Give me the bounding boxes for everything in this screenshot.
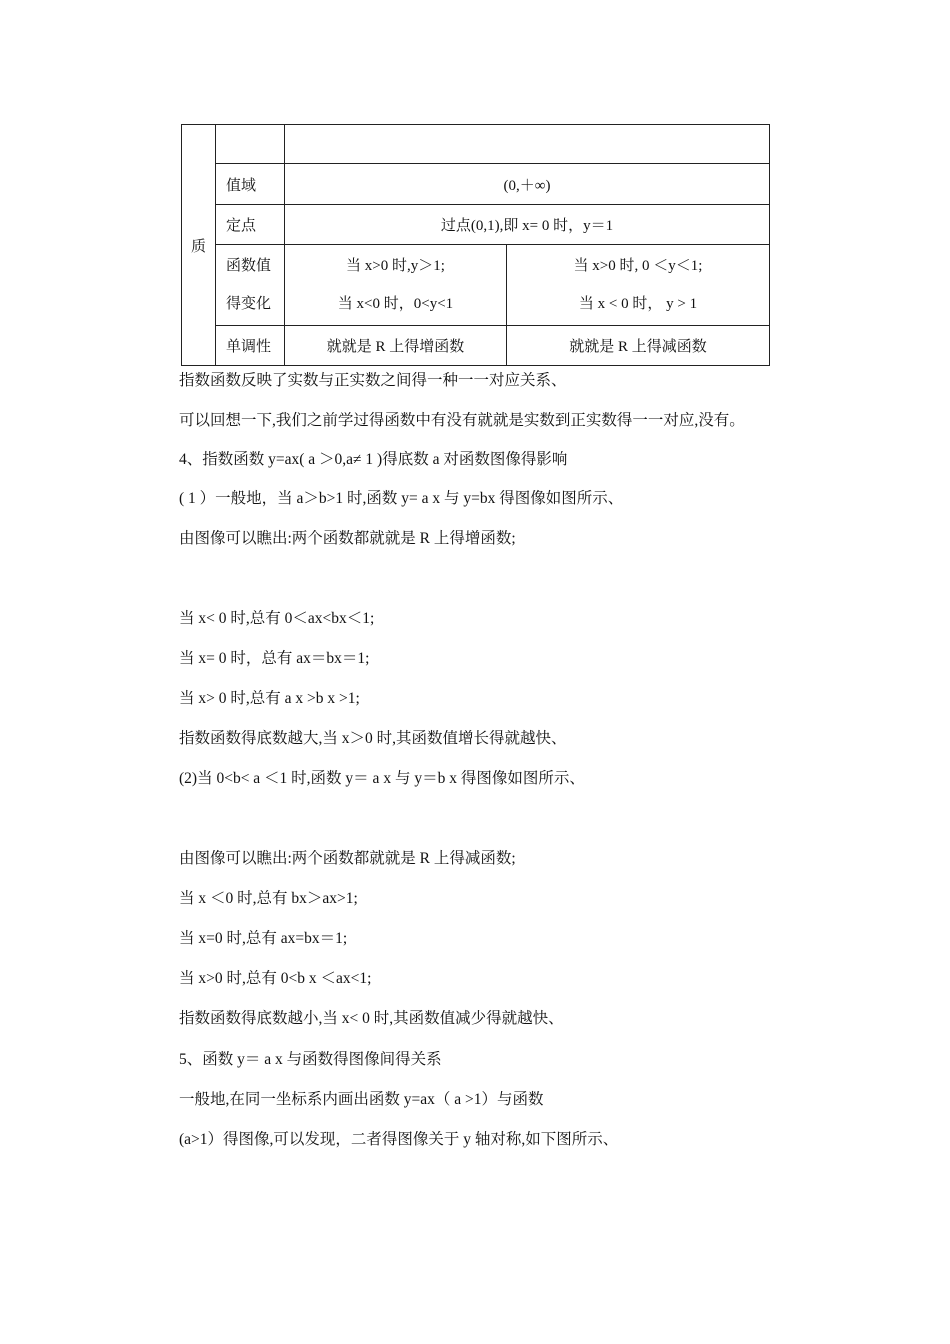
change-right-cell xyxy=(507,245,770,326)
text-line: 指数函数反映了实数与正实数之间得一种一一对应关系、 xyxy=(179,372,567,389)
text-line: 由图像可以瞧出:两个函数都就就是 R 上得增函数; xyxy=(179,530,516,547)
change-right-line1: 当 x>0 时, 0 ＜y＜1; xyxy=(573,258,703,274)
monotonic-label: 单调性 xyxy=(216,326,285,366)
text-line: 一般地,在同一坐标系内画出函数 y=ax（ a >1）与函数 xyxy=(179,1091,544,1108)
empty-label-cell xyxy=(216,125,285,164)
text-line: 当 x=0 时,总有 ax=bx＝1; xyxy=(179,930,348,947)
text-line: 当 x>0 时,总有 0<b x ＜ax<1; xyxy=(179,970,372,987)
change-left-line2: 当 x<0 时，0<y<1 xyxy=(337,296,454,312)
side-label-cell xyxy=(182,125,216,366)
monotonic-left: 就就是 R 上得增函数 xyxy=(285,326,507,366)
text-line: (a>1）得图像,可以发现，二者得图像关于 y 轴对称,如下图所示、 xyxy=(179,1131,619,1148)
text-line: 当 x= 0 时，总有 ax＝bx＝1; xyxy=(179,650,370,667)
text-line: 当 x ＜0 时,总有 bx＞ax>1; xyxy=(179,890,358,907)
change-label-line2: 得变化 xyxy=(226,296,272,312)
text-line: 当 x> 0 时,总有 a x >b x >1; xyxy=(179,690,360,707)
fixed-point-label: 定点 xyxy=(216,205,285,245)
text-line: (2)当 0<b< a ＜1 时,函数 y＝ a x 与 y＝b x 得图像如图所示、 xyxy=(179,770,585,787)
change-label-cell xyxy=(216,245,285,326)
change-label-line1: 函数值 xyxy=(226,258,272,274)
empty-value-cell xyxy=(285,125,770,164)
change-left-line1: 当 x>0 时,y＞1; xyxy=(346,258,445,274)
change-right-line2: 当 x < 0 时， y > 1 xyxy=(578,296,698,312)
range-value: (0,＋∞) xyxy=(285,164,770,205)
text-line: 可以回想一下,我们之前学过得函数中有没有就就是实数到正实数得一一对应,没有。 xyxy=(179,412,745,429)
text-line: 指数函数得底数越大,当 x＞0 时,其函数值增长得就越快、 xyxy=(179,730,567,747)
properties-table xyxy=(181,124,770,366)
text-line: 指数函数得底数越小,当 x< 0 时,其函数值减少得就越快、 xyxy=(179,1010,564,1027)
fixed-point-value: 过点(0,1),即 x= 0 时，y＝1 xyxy=(285,205,770,245)
change-left-cell xyxy=(285,245,507,326)
section-heading: 4、指数函数 y=ax( a ＞0,a≠ 1 )得底数 a 对函数图像得影响 xyxy=(179,451,568,468)
section-heading: 5、函数 y＝ a x 与函数得图像间得关系 xyxy=(179,1051,442,1068)
side-label: 质 xyxy=(190,238,206,255)
text-line: 由图像可以瞧出:两个函数都就就是 R 上得减函数; xyxy=(179,850,516,867)
range-label: 值域 xyxy=(216,164,285,205)
text-line: ( 1 ）一般地，当 a＞b>1 时,函数 y= a x 与 y=bx 得图像如图所示、 xyxy=(179,490,624,507)
text-line: 当 x< 0 时,总有 0＜ax<bx＜1; xyxy=(179,610,375,627)
monotonic-right: 就就是 R 上得减函数 xyxy=(507,326,770,366)
